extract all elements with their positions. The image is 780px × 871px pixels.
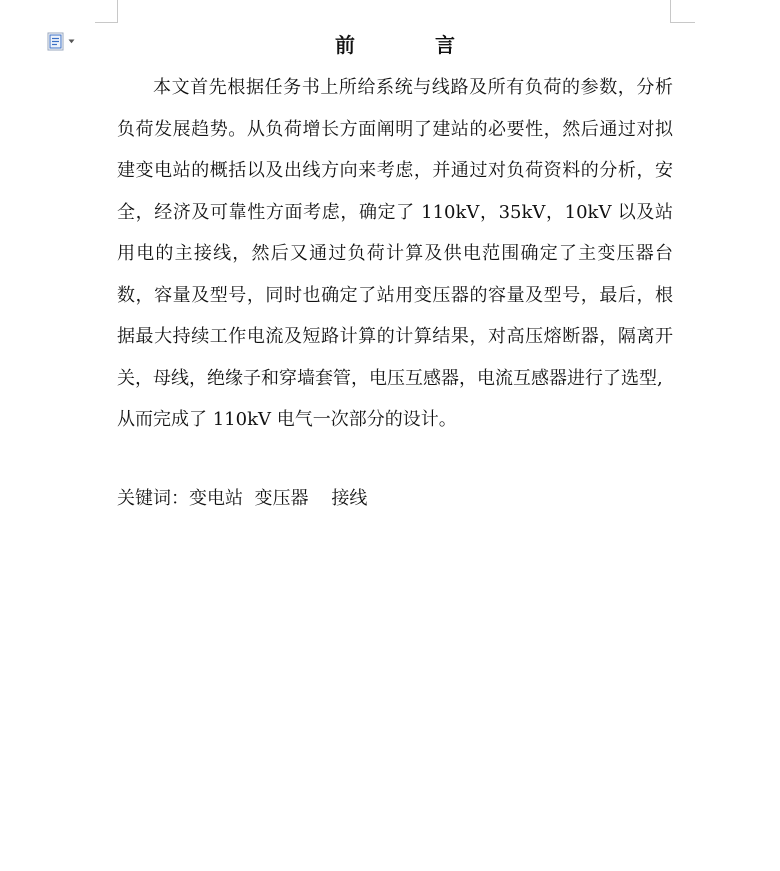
abstract-paragraph: 本文首先根据任务书上所给系统与线路及所有负荷的参数，分析负荷发展趋势。从负荷增长方面阐明了建站的必要性，然后通过对拟建变电站的概括以及出线方向来考虑，并通过对负荷资料的分析，安全，经济及可靠性方面考虑，确定了 110kV，35kV，10kV 以及站用电的主接线，然后又通过负荷计算及供电范围确定了主变压器台数，容量及型号，同时也确定了站用变压器的容量及型号，最后，根据最大持续工作电流及短路计算的计算结果，对高压熔断器，隔离开关，母线，绝缘子和穿墙套管，电压互感器，电流互感器进行了选型, 从而完成了 110kV 电气一次部分的设计。 xyxy=(117,77,673,430)
page-body xyxy=(117,28,673,509)
chevron-down-icon xyxy=(68,39,75,44)
crop-mark-top-right xyxy=(670,0,695,23)
keywords-line: 关键词：变电站 变压器 接线 xyxy=(117,488,368,509)
paste-options-widget[interactable] xyxy=(47,31,81,51)
crop-mark-top-left xyxy=(95,0,118,23)
document-icon xyxy=(47,32,65,51)
page-title: 前 言 xyxy=(335,33,485,57)
